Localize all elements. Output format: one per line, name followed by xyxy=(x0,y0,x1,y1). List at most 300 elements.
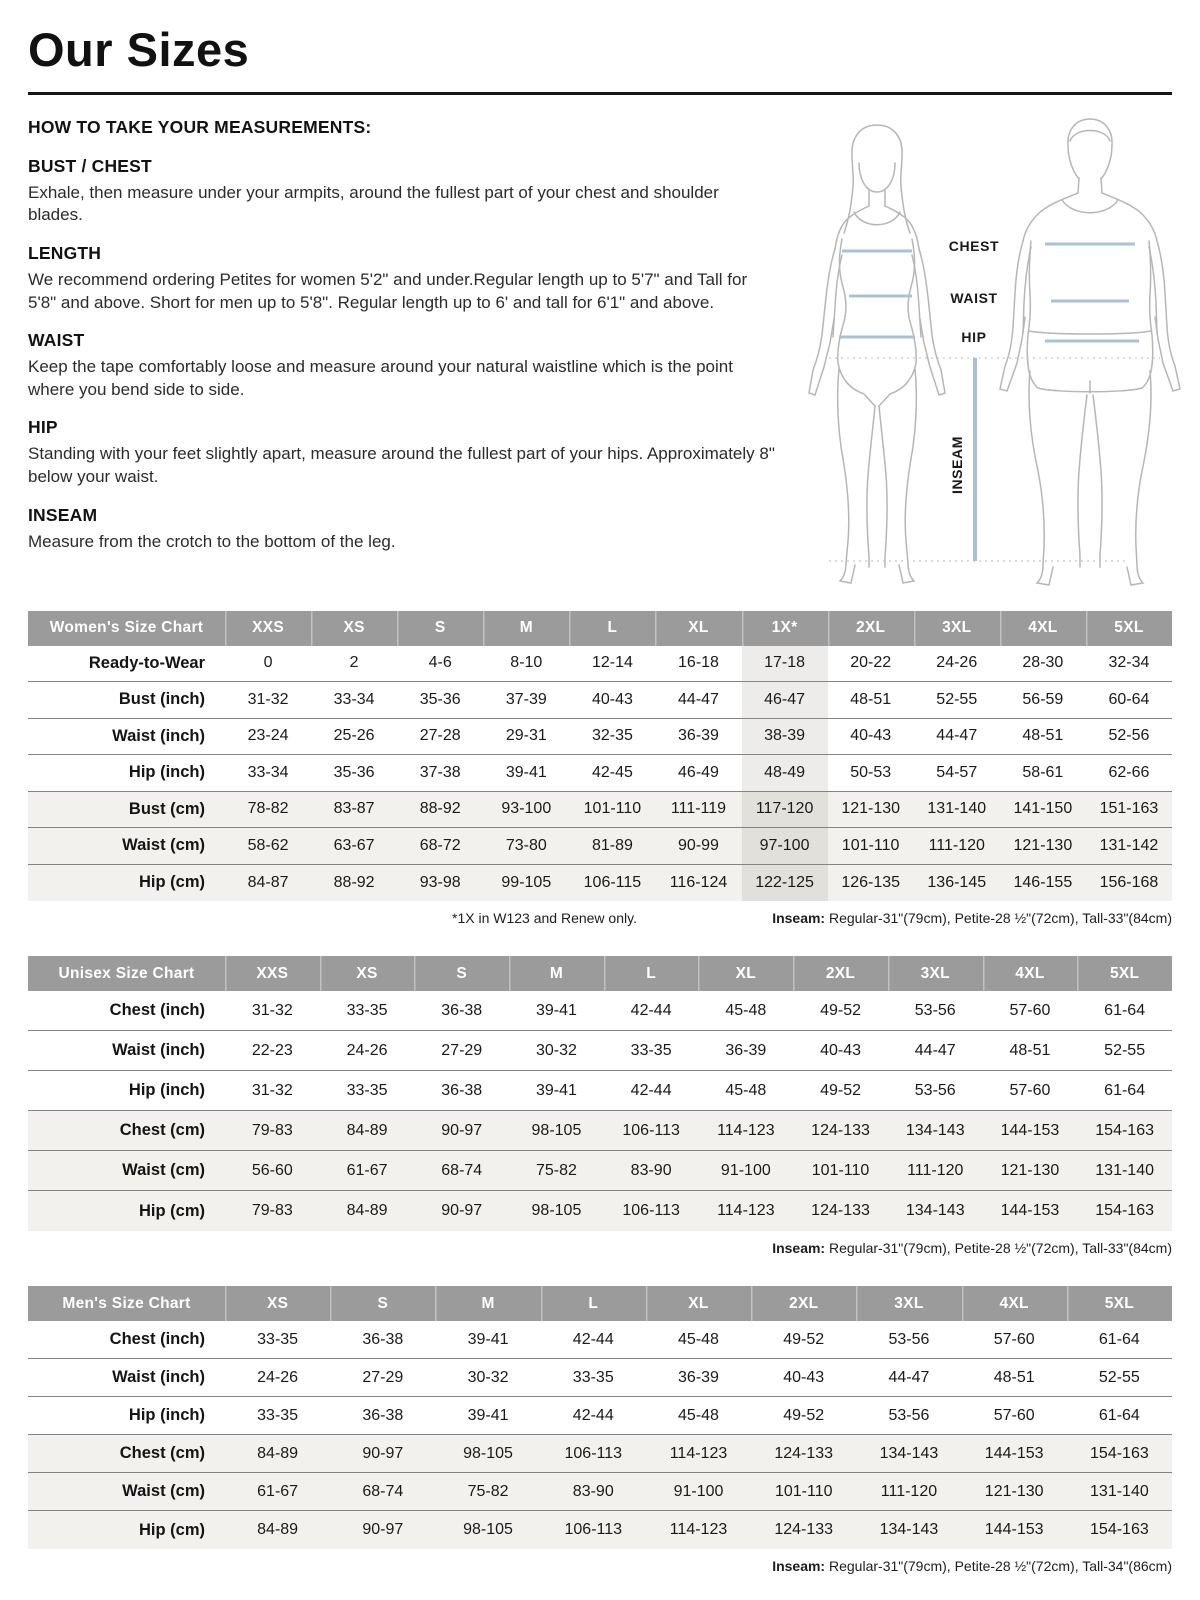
unisex-size-chart-block xyxy=(28,956,1172,1256)
size-value: 124-133 xyxy=(774,1444,834,1462)
size-value: 111-120 xyxy=(928,836,985,854)
size-value: 30-32 xyxy=(467,1368,509,1386)
size-value: 68-72 xyxy=(419,836,461,854)
size-value: 39-41 xyxy=(505,763,547,781)
size-column-header: 3XL xyxy=(914,611,1000,646)
size-value: 30-32 xyxy=(535,1041,577,1059)
size-value: 2 xyxy=(349,654,359,672)
size-value: 39-41 xyxy=(535,1001,577,1019)
size-value: 61-64 xyxy=(1098,1406,1140,1424)
page-title: Our Sizes xyxy=(28,23,250,76)
size-column-header: M xyxy=(509,956,604,991)
size-value: 42-44 xyxy=(630,1081,672,1099)
row-label: Bust (inch) xyxy=(118,690,205,709)
size-column-header: 4XL xyxy=(1000,611,1086,646)
size-value: 33-35 xyxy=(572,1368,614,1386)
size-value: 53-56 xyxy=(888,1406,930,1424)
size-column-header: 1X* xyxy=(742,611,828,646)
size-value: 35-36 xyxy=(419,690,461,708)
size-value: 154-163 xyxy=(1090,1444,1149,1462)
instruction-title: BUST / CHEST xyxy=(28,155,152,176)
hip-label: HIP xyxy=(961,328,987,345)
chest-label: CHEST xyxy=(948,237,1000,254)
size-column-header: 2XL xyxy=(751,1286,856,1321)
size-value: 20-22 xyxy=(850,654,892,672)
size-value: 83-90 xyxy=(630,1161,672,1179)
title-divider xyxy=(28,92,1172,95)
size-value: 99-105 xyxy=(501,873,552,891)
size-value: 50-53 xyxy=(850,763,892,781)
size-value: 35-36 xyxy=(333,763,375,781)
size-value: 39-41 xyxy=(535,1081,577,1099)
size-value: 42-44 xyxy=(572,1406,614,1424)
table-row xyxy=(28,1151,1172,1191)
size-value: 40-43 xyxy=(850,727,892,745)
size-value: 27-28 xyxy=(419,727,461,745)
row-label: Waist (cm) xyxy=(122,1482,205,1501)
size-column-header: 3XL xyxy=(856,1286,961,1321)
size-value: 88-92 xyxy=(333,873,375,891)
size-column-header: XXS xyxy=(225,956,320,991)
size-value: 106-113 xyxy=(622,1121,680,1139)
size-value: 81-89 xyxy=(591,836,633,854)
size-column-header: M xyxy=(435,1286,540,1321)
size-value: 84-89 xyxy=(257,1444,299,1462)
table-header-row xyxy=(28,956,1172,991)
size-value: 49-52 xyxy=(783,1330,825,1348)
size-value: 40-43 xyxy=(783,1368,825,1386)
table-header-row xyxy=(28,1286,1172,1321)
size-value: 58-62 xyxy=(247,836,289,854)
instruction-title: INSEAM xyxy=(28,504,98,525)
mens-size-chart xyxy=(28,1286,1172,1549)
row-label: Hip (cm) xyxy=(139,1201,205,1220)
table-row xyxy=(28,1111,1172,1151)
size-value: 121-130 xyxy=(841,800,901,818)
inseam-footnote-label: Inseam: xyxy=(772,910,826,927)
row-label: Hip (inch) xyxy=(128,1406,205,1425)
size-column-header: S xyxy=(330,1286,435,1321)
size-value: 12-14 xyxy=(591,654,633,672)
size-column-header: 4XL xyxy=(962,1286,1067,1321)
size-value: 131-140 xyxy=(1090,1482,1149,1500)
size-value: 57-60 xyxy=(993,1330,1035,1348)
size-value: 93-100 xyxy=(501,800,552,818)
size-value: 42-44 xyxy=(630,1001,672,1019)
measurement-figure-svg xyxy=(792,113,1182,593)
row-label: Chest (inch) xyxy=(109,1330,205,1349)
instructions-heading: HOW TO TAKE YOUR MEASUREMENTS: xyxy=(28,116,372,137)
size-value: 33-35 xyxy=(630,1041,672,1059)
waist-label: WAIST xyxy=(950,289,998,306)
size-value: 42-45 xyxy=(591,763,633,781)
table-row xyxy=(28,792,1172,829)
size-value: 111-120 xyxy=(907,1161,964,1179)
table-row xyxy=(28,1473,1172,1511)
size-value: 48-49 xyxy=(742,755,828,791)
size-value: 134-143 xyxy=(905,1121,965,1139)
size-value: 106-113 xyxy=(622,1202,680,1220)
size-value: 36-39 xyxy=(678,1368,719,1386)
womens-size-chart xyxy=(28,611,1172,902)
table-row xyxy=(28,719,1172,756)
size-value: 141-150 xyxy=(1013,800,1073,818)
dotted-reference-lines xyxy=(829,358,1160,561)
size-value: 17-18 xyxy=(742,646,828,682)
size-value: 121-130 xyxy=(1013,836,1073,854)
size-value: 36-39 xyxy=(725,1041,767,1059)
size-column-header: 2XL xyxy=(828,611,914,646)
size-value: 36-39 xyxy=(678,727,719,745)
size-value: 84-87 xyxy=(247,873,289,891)
size-value: 37-38 xyxy=(419,763,461,781)
size-value: 122-125 xyxy=(742,865,828,902)
size-value: 61-64 xyxy=(1098,1330,1140,1348)
size-value: 49-52 xyxy=(820,1081,861,1099)
row-label: Hip (cm) xyxy=(139,1520,205,1539)
size-value: 56-59 xyxy=(1022,690,1064,708)
size-column-header: XS xyxy=(225,1286,330,1321)
male-figure-outline xyxy=(1000,119,1180,585)
size-value: 61-64 xyxy=(1104,1001,1146,1019)
size-value: 39-41 xyxy=(467,1330,509,1348)
size-value: 61-67 xyxy=(257,1482,299,1500)
size-column-header: 5XL xyxy=(1086,611,1172,646)
size-value: 44-47 xyxy=(678,690,719,708)
size-value: 144-153 xyxy=(1000,1121,1060,1139)
size-value: 54-57 xyxy=(936,763,978,781)
size-value: 90-99 xyxy=(678,836,719,854)
size-value: 53-56 xyxy=(914,1081,956,1099)
unisex-footnotes xyxy=(28,1240,1172,1256)
size-value: 24-26 xyxy=(257,1368,299,1386)
instruction-inseam xyxy=(28,505,776,554)
size-value: 62-66 xyxy=(1108,763,1150,781)
unisex-inseam-footnote xyxy=(772,1240,1172,1256)
row-label: Waist (inch) xyxy=(112,1041,205,1060)
table-row xyxy=(28,1397,1172,1435)
size-value: 32-35 xyxy=(591,727,633,745)
size-value: 4-6 xyxy=(428,654,452,672)
size-value: 52-55 xyxy=(1098,1368,1140,1386)
measurement-instructions-section xyxy=(28,117,1172,593)
size-column-header: 3XL xyxy=(888,956,983,991)
size-column-header: S xyxy=(397,611,483,646)
instruction-body: Measure from the crotch to the bottom of the leg. xyxy=(28,531,396,551)
size-value: 124-133 xyxy=(811,1121,870,1139)
inseam-footnote-label: Inseam: xyxy=(772,1240,826,1257)
size-value: 33-35 xyxy=(257,1330,299,1348)
size-value: 90-97 xyxy=(362,1444,404,1462)
size-value: 131-142 xyxy=(1099,836,1159,854)
size-value: 111-120 xyxy=(880,1482,938,1500)
size-column-header: XL xyxy=(646,1286,751,1321)
size-value: 101-110 xyxy=(841,836,900,854)
size-value: 131-140 xyxy=(927,800,987,818)
size-value: 156-168 xyxy=(1099,873,1159,891)
row-label: Hip (inch) xyxy=(128,763,205,782)
size-value: 154-163 xyxy=(1095,1121,1154,1139)
table-row xyxy=(28,755,1172,792)
size-value: 36-38 xyxy=(441,1001,483,1019)
size-value: 36-38 xyxy=(362,1330,404,1348)
size-value: 90-97 xyxy=(441,1202,483,1220)
instruction-body: Exhale, then measure under your armpits, around the fullest part of your chest and shoulder blades. xyxy=(28,182,719,225)
size-value: 8-10 xyxy=(510,654,543,672)
size-value: 98-105 xyxy=(463,1521,513,1539)
size-value: 91-100 xyxy=(673,1482,724,1500)
row-label: Waist (inch) xyxy=(112,1368,205,1387)
size-value: 61-64 xyxy=(1104,1081,1146,1099)
table-row xyxy=(28,865,1172,902)
table-title: Men's Size Chart xyxy=(62,1294,191,1312)
size-value: 121-130 xyxy=(984,1482,1044,1500)
size-value: 0 xyxy=(263,654,273,672)
size-value: 16-18 xyxy=(678,654,719,672)
size-value: 46-49 xyxy=(678,763,719,781)
table-row xyxy=(28,1031,1172,1071)
size-value: 101-110 xyxy=(811,1161,870,1179)
row-label: Ready-to-Wear xyxy=(88,653,205,672)
size-value: 33-34 xyxy=(333,690,375,708)
table-row xyxy=(28,1191,1172,1231)
size-value: 60-64 xyxy=(1108,690,1150,708)
size-value: 75-82 xyxy=(467,1482,509,1500)
size-value: 144-153 xyxy=(984,1444,1044,1462)
size-value: 114-123 xyxy=(669,1444,728,1462)
instruction-title: WAIST xyxy=(28,330,85,351)
instruction-title: LENGTH xyxy=(28,242,102,263)
size-value: 68-74 xyxy=(441,1161,483,1179)
size-value: 53-56 xyxy=(888,1330,930,1348)
size-column-header: 2XL xyxy=(793,956,888,991)
size-value: 53-56 xyxy=(914,1001,956,1019)
size-value: 124-133 xyxy=(774,1521,834,1539)
size-value: 90-97 xyxy=(441,1121,483,1139)
size-value: 63-67 xyxy=(333,836,375,854)
size-value: 24-26 xyxy=(936,654,978,672)
size-value: 37-39 xyxy=(505,690,547,708)
size-value: 38-39 xyxy=(742,719,828,755)
row-label: Chest (cm) xyxy=(119,1121,205,1140)
inseam-footnote-text: Regular-31"(79cm), Petite-28 ½"(72cm), Tall-33"(84cm) xyxy=(825,910,1172,927)
size-value: 44-47 xyxy=(914,1041,956,1059)
female-figure-outline xyxy=(809,125,945,583)
size-value: 131-140 xyxy=(1095,1161,1154,1179)
size-value: 93-98 xyxy=(419,873,461,891)
instruction-body: We recommend ordering Petites for women 5'2" and under.Regular length up to 5'7" and Tall for 5'8" and above. Short for men up to 5'8". Regular length up to 6' and tall for 6'1" and above. xyxy=(28,269,748,312)
size-value: 31-32 xyxy=(251,1001,293,1019)
table-row xyxy=(28,682,1172,719)
size-value: 83-87 xyxy=(333,800,375,818)
table-row xyxy=(28,828,1172,865)
size-value: 36-38 xyxy=(362,1406,404,1424)
size-column-header: XS xyxy=(320,956,415,991)
instruction-length xyxy=(28,243,776,314)
size-value: 121-130 xyxy=(1000,1161,1060,1179)
mens-inseam-footnote xyxy=(772,1558,1172,1574)
size-column-header: M xyxy=(483,611,569,646)
size-value: 98-105 xyxy=(531,1202,582,1220)
size-value: 32-34 xyxy=(1108,654,1150,672)
size-value: 124-133 xyxy=(811,1202,870,1220)
size-value: 45-48 xyxy=(678,1406,719,1424)
size-value: 25-26 xyxy=(333,727,375,745)
size-value: 40-43 xyxy=(591,690,633,708)
size-value: 57-60 xyxy=(993,1406,1035,1424)
size-value: 88-92 xyxy=(419,800,461,818)
size-value: 58-61 xyxy=(1022,763,1064,781)
size-value: 97-100 xyxy=(742,828,828,864)
size-value: 106-113 xyxy=(564,1521,623,1539)
size-value: 101-110 xyxy=(774,1482,833,1500)
size-column-header: 4XL xyxy=(983,956,1078,991)
size-column-header: XL xyxy=(655,611,741,646)
size-column-header: L xyxy=(569,611,655,646)
size-value: 144-153 xyxy=(1000,1202,1060,1220)
size-value: 146-155 xyxy=(1013,873,1073,891)
size-value: 42-44 xyxy=(572,1330,614,1348)
table-title: Unisex Size Chart xyxy=(58,964,195,982)
size-value: 33-35 xyxy=(346,1001,388,1019)
size-value: 73-80 xyxy=(505,836,547,854)
size-value: 33-35 xyxy=(346,1081,388,1099)
size-value: 31-32 xyxy=(251,1081,293,1099)
instruction-hip xyxy=(28,417,776,488)
size-value: 84-89 xyxy=(346,1121,388,1139)
size-value: 90-97 xyxy=(362,1521,404,1539)
size-value: 136-145 xyxy=(927,873,987,891)
size-value: 52-56 xyxy=(1108,727,1150,745)
size-value: 31-32 xyxy=(247,690,289,708)
size-value: 117-120 xyxy=(742,792,828,828)
table-row xyxy=(28,1359,1172,1397)
size-value: 126-135 xyxy=(841,873,901,891)
size-value: 33-34 xyxy=(247,763,289,781)
size-value: 101-110 xyxy=(583,800,642,818)
row-label: Waist (cm) xyxy=(122,1161,205,1180)
size-column-header: XS xyxy=(311,611,397,646)
size-value: 84-89 xyxy=(257,1521,299,1539)
size-column-header: XL xyxy=(698,956,793,991)
size-value: 57-60 xyxy=(1009,1001,1051,1019)
size-value: 75-82 xyxy=(535,1161,577,1179)
size-value: 49-52 xyxy=(783,1406,825,1424)
size-value: 40-43 xyxy=(820,1041,861,1059)
table-row xyxy=(28,1321,1172,1359)
inseam-footnote-text: Regular-31"(79cm), Petite-28 ½"(72cm), Tall-34"(86cm) xyxy=(825,1558,1172,1575)
size-value: 49-52 xyxy=(820,1001,861,1019)
size-value: 33-35 xyxy=(257,1406,299,1424)
size-value: 48-51 xyxy=(850,690,892,708)
size-value: 78-82 xyxy=(247,800,289,818)
size-value: 111-119 xyxy=(670,800,727,818)
size-value: 79-83 xyxy=(251,1202,293,1220)
size-value: 91-100 xyxy=(720,1161,771,1179)
size-value: 83-90 xyxy=(572,1482,614,1500)
size-value: 45-48 xyxy=(725,1081,767,1099)
table-row xyxy=(28,1435,1172,1473)
size-value: 52-55 xyxy=(1104,1041,1146,1059)
unisex-size-chart xyxy=(28,956,1172,1231)
table-row xyxy=(28,1071,1172,1111)
size-column-header: L xyxy=(604,956,699,991)
size-value: 44-47 xyxy=(936,727,978,745)
size-column-header: 5XL xyxy=(1067,1286,1172,1321)
size-value: 24-26 xyxy=(346,1041,388,1059)
size-value: 45-48 xyxy=(725,1001,767,1019)
row-label: Waist (inch) xyxy=(112,726,205,745)
size-value: 39-41 xyxy=(467,1406,509,1424)
table-header-row xyxy=(28,611,1172,646)
size-value: 27-29 xyxy=(441,1041,483,1059)
instructions-column xyxy=(28,117,776,553)
size-value: 44-47 xyxy=(888,1368,930,1386)
size-value: 48-51 xyxy=(1009,1041,1051,1059)
size-value: 61-67 xyxy=(346,1161,388,1179)
size-value: 114-123 xyxy=(669,1521,728,1539)
womens-footnotes xyxy=(28,910,1172,926)
size-value: 45-48 xyxy=(678,1330,719,1348)
size-column-header: L xyxy=(541,1286,646,1321)
table-row xyxy=(28,646,1172,683)
instruction-title: HIP xyxy=(28,417,58,438)
size-value: 98-105 xyxy=(531,1121,582,1139)
size-value: 29-31 xyxy=(505,727,547,745)
table-title: Women's Size Chart xyxy=(49,619,204,637)
inseam-footnote-label: Inseam: xyxy=(772,1558,826,1575)
table-row xyxy=(28,991,1172,1031)
row-label: Chest (cm) xyxy=(119,1444,205,1463)
size-value: 106-115 xyxy=(583,873,642,891)
body-measurement-illustration xyxy=(792,113,1182,593)
inseam-footnote-text: Regular-31"(79cm), Petite-28 ½"(72cm), Tall-33"(84cm) xyxy=(825,1240,1172,1257)
size-value: 114-123 xyxy=(717,1121,775,1139)
instruction-bust-chest xyxy=(28,156,776,227)
size-value: 22-23 xyxy=(251,1041,293,1059)
size-value: 68-74 xyxy=(362,1482,404,1500)
size-value: 36-38 xyxy=(441,1081,483,1099)
size-value: 151-163 xyxy=(1099,800,1159,818)
womens-1x-footnote: *1X in W123 and Renew only. xyxy=(452,910,637,927)
size-value: 27-29 xyxy=(362,1368,404,1386)
size-value: 98-105 xyxy=(463,1444,513,1462)
size-value: 57-60 xyxy=(1009,1081,1051,1099)
size-value: 84-89 xyxy=(346,1202,388,1220)
size-value: 48-51 xyxy=(1022,727,1064,745)
womens-size-chart-block xyxy=(28,611,1172,927)
row-label: Chest (inch) xyxy=(109,1001,205,1020)
size-column-header: 5XL xyxy=(1077,956,1172,991)
mens-footnotes xyxy=(28,1558,1172,1574)
size-value: 52-55 xyxy=(936,690,978,708)
size-guide-page xyxy=(0,0,1200,593)
size-value: 46-47 xyxy=(742,682,828,718)
instruction-body: Keep the tape comfortably loose and measure around your natural waistline which is the point where you bend side to side. xyxy=(28,357,733,399)
size-value: 79-83 xyxy=(251,1121,293,1139)
row-label: Waist (cm) xyxy=(122,836,205,855)
size-value: 48-51 xyxy=(993,1368,1035,1386)
size-column-header: S xyxy=(414,956,509,991)
size-value: 154-163 xyxy=(1095,1202,1154,1220)
size-value: 114-123 xyxy=(717,1202,775,1220)
size-value: 134-143 xyxy=(905,1202,965,1220)
row-label: Hip (inch) xyxy=(128,1081,205,1100)
inseam-label: INSEAM xyxy=(949,435,965,494)
instruction-body: Standing with your feet slightly apart, measure around the fullest part of your hips. Approximately 8" below your waist. xyxy=(28,444,775,486)
size-value: 134-143 xyxy=(879,1444,939,1462)
size-value: 106-113 xyxy=(564,1444,623,1462)
